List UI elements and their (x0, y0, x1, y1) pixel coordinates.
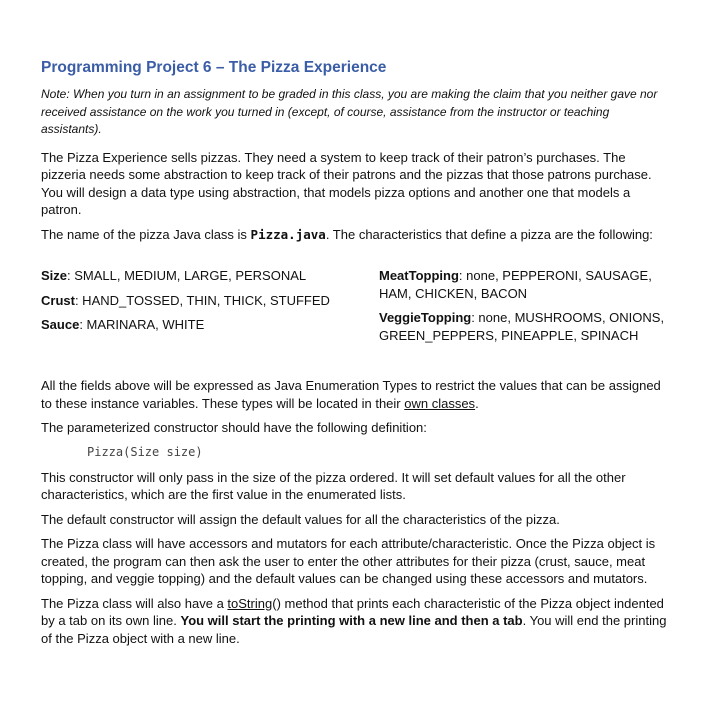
tostring-before: The Pizza class will also have a (41, 595, 228, 611)
constructor-code: Pizza(Size size) (87, 444, 203, 459)
honor-note: Note: When you turn in an assignment to be graded in this class, you are making the claim that you neither gave nor received assistance on the work you turned in (except, of course, assistance from the instructor or teaching assistants). (41, 87, 658, 136)
attribute-name: Sauce (41, 317, 80, 332)
intro-paragraph: The Pizza Experience sells pizzas. They need a system to keep track of their patron’s purchases. The pizzeria needs some abstraction to keep track of their patrons and the pizzas that those patrons purchase. You will design a data type using abstraction, that models pizza options and another one that models a patron. (41, 149, 652, 217)
attribute-values: : MARINARA, WHITE (79, 317, 205, 332)
attribute-sauce (41, 316, 361, 334)
accessors-paragraph: The Pizza class will have accessors and mutators for each attribute/characteristic. Once the Pizza object is created, the program can then ask the user to enter the other attributes for their pizza (crust, sauce, meat topping, and veggie topping) and the default values can be changed using these accessors and mutators. (41, 536, 656, 586)
attribute-size (41, 267, 361, 285)
attribute-column-right (379, 267, 679, 351)
constructor-intro: The parameterized constructor should have the following definition: (41, 420, 427, 435)
attribute-crust (41, 292, 361, 310)
attribute-meat-topping (379, 267, 679, 302)
constructor-description: This constructor will only pass in the size of the pizza ordered. It will set default values for all the other characteristics, which are the first value in the enumerated lists. (41, 469, 626, 502)
attribute-values: : SMALL, MEDIUM, LARGE, PERSONAL (67, 268, 307, 283)
attribute-values: : HAND_TOSSED, THIN, THICK, STUFFED (74, 292, 330, 308)
attribute-name: Crust (41, 292, 75, 308)
document-page (41, 58, 673, 654)
default-constructor-paragraph: The default constructor will assign the default values for all the characteristics of the pizza. (41, 511, 560, 527)
class-name-after: . The characteristics that define a pizza are the following: (325, 226, 653, 242)
own-classes-text: own classes (404, 395, 476, 411)
attribute-name: Size (41, 268, 68, 283)
attribute-veggie-topping (379, 309, 679, 344)
tostring-method: toString (227, 595, 273, 611)
tostring-paragraph (41, 595, 673, 648)
attribute-values: : none, MUSHROOMS, ONIONS, GREEN_PEPPERS, PINEAPPLE, SPINACH (379, 310, 665, 343)
tostring-middle: method that prints each characteristic of the Pizza object indented by a tab on its own line. (41, 595, 664, 628)
tostring-bold: You will start the printing with a new line and then a tab (180, 613, 523, 628)
page-title: Programming Project 6 – The Pizza Experience (41, 59, 387, 76)
enum-paragraph (41, 377, 673, 412)
tostring-after: . You will end the printing of the Pizza object with a new line. (41, 613, 667, 646)
class-name-paragraph (41, 226, 673, 244)
tostring-parens: () (272, 595, 281, 611)
class-name-code: Pizza.java (250, 226, 326, 242)
enum-text-after: . (475, 395, 479, 411)
enum-text-before: All the fields above will be expressed as Java Enumeration Types to restrict the values that can be assigned to these instance variables. These types will be located in their (41, 378, 661, 411)
attribute-list (41, 267, 673, 377)
attribute-name: VeggieTopping (379, 310, 472, 325)
class-name-before: The name of the pizza Java class is (41, 226, 251, 242)
attribute-values: : none, PEPPERONI, SAUSAGE, HAM, CHICKEN, BACON (379, 268, 652, 301)
attribute-column-left (41, 267, 361, 341)
attribute-name: MeatTopping (379, 268, 459, 283)
